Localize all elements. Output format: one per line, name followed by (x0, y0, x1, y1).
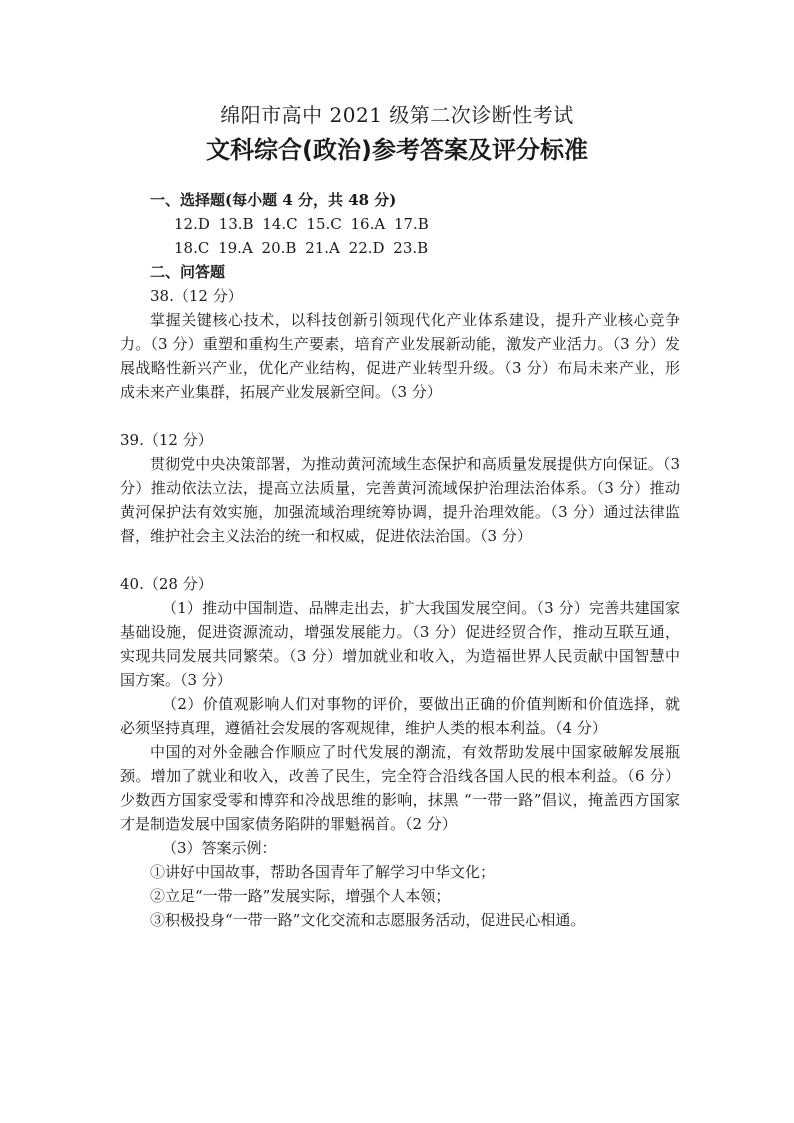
question-40-part-3-label: （3）答案示例： (162, 839, 277, 857)
question-40-label: 40.（28 分） (120, 575, 213, 593)
question-40-part-2: （2）价值观影响人们对事物的评价，要做出正确的价值判断和价值选择，就必须坚持真理，遵循社会发展的客观规律，维护人类的根本利益。（4 分） (120, 695, 680, 737)
question-39-label: 39.（12 分） (120, 431, 213, 449)
question-39-answer: 贯彻党中央决策部署，为推动黄河流域生态保护和高质量发展提供方向保证。（3 分）推动依法立法，提高立法质量，完善黄河流域保护治理法治体系。（3 分）推动黄河保护法有效实施，加强流域治理统筹协调，提升治理效能。（3 分）通过法律监督，维护社会主义法治的统一和权威，促进依法治国。（3 分） (120, 455, 680, 545)
mc-answers-row-1: 12.D 13.B 14.C 15.C 16.A 17.B (174, 215, 429, 233)
question-40-part-2-continued: 中国的对外金融合作顺应了时代发展的潮流，有效帮助发展中国家破解发展瓶颈。增加了就业和收入，改善了民生，完全符合沿线各国人民的根本利益。（6 分）少数西方国家受零和博弈和冷战思维的影响，抹黑 “一带一路”倡议，掩盖西方国家才是制造发展中国家债务陷阱的罪魁祸首。（2 分） (120, 743, 680, 833)
example-answer-2: ②立足“一带一路”发展实际，增强个人本领； (150, 887, 451, 905)
exam-title: 绵阳市高中 2021 级第二次诊断性考试 (220, 103, 574, 127)
document-title: 文科综合(政治)参考答案及评分标准 (206, 136, 588, 164)
section-essay-heading: 二、问答题 (150, 263, 226, 281)
section-multiple-choice-heading: 一、选择题(每小题 4 分，共 48 分) (150, 191, 397, 209)
example-answer-3: ③积极投身“一带一路”文化交流和志愿服务活动，促进民心相通。 (150, 911, 586, 929)
question-38-label: 38.（12 分） (150, 287, 243, 305)
question-38-answer: 掌握关键核心技术，以科技创新引领现代化产业体系建设，提升产业核心竞争力。（3 分）重塑和重构生产要素，培育产业发展新动能，激发产业活力。（3 分）发展战略性新兴产业，优化产业结构，促进产业转型升级。（3 分）布局未来产业，形成未来产业集群，拓展产业发展新空间。（3 分） (120, 311, 680, 401)
answer-body (120, 188, 680, 932)
question-40-part-1: （1）推动中国制造、品牌走出去，扩大我国发展空间。（3 分）完善共建国家基础设施，促进资源流动，增强发展能力。（3 分）促进经贸合作，推动互联互通，实现共同发展共同繁荣。（3 分）增加就业和收入，为造福世界人民贡献中国智慧中国方案。（3 分） (120, 599, 680, 689)
spacer (120, 548, 680, 572)
example-answer-1: ①讲好中国故事，帮助各国青年了解学习中华文化； (150, 863, 496, 881)
mc-answers-row-2: 18.C 19.A 20.B 21.A 22.D 23.B (174, 239, 429, 257)
spacer (120, 404, 680, 428)
